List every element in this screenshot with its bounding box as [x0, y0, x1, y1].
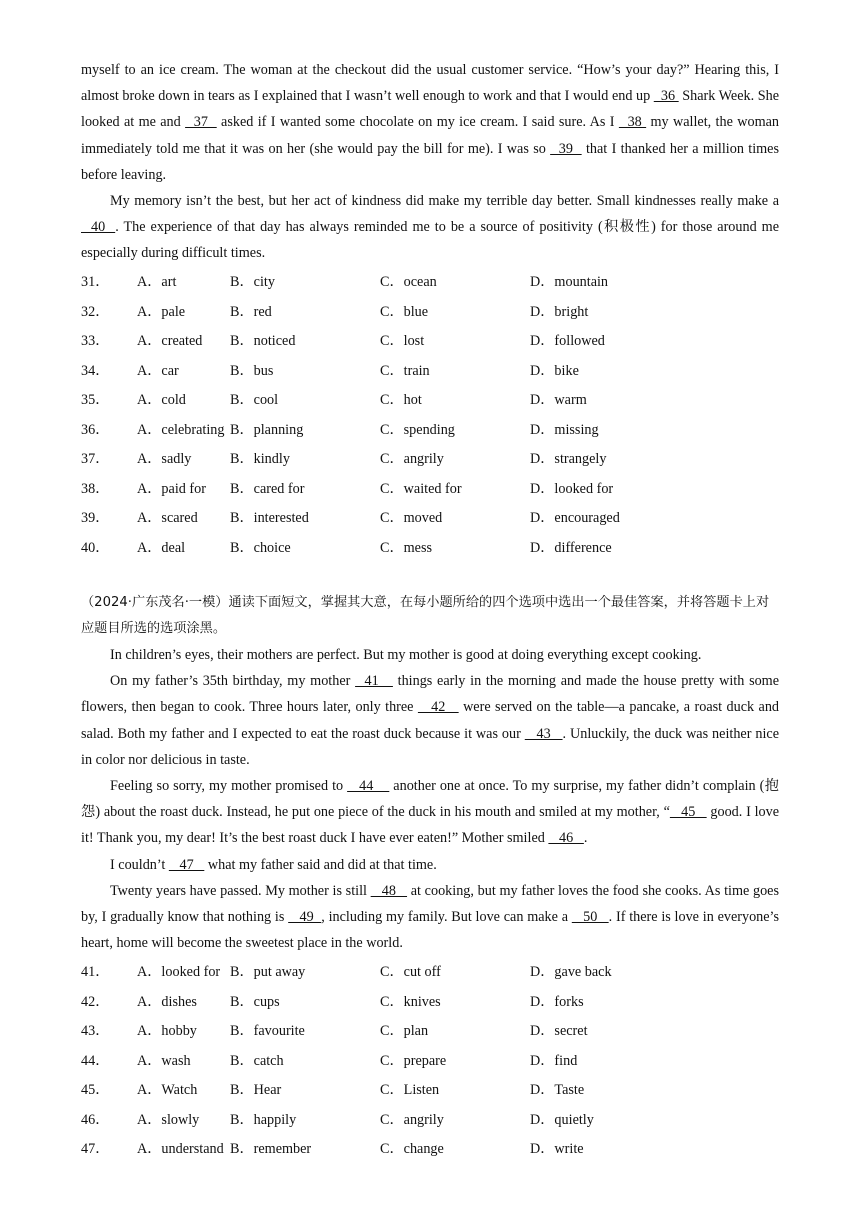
option-row: [81, 532, 779, 562]
option-a: A．car: [137, 362, 179, 379]
passage2-paragraph-1: In children’s eyes, their mothers are perfect. But my mother is good at doing everything except cooking.: [110, 647, 702, 664]
passage2-options: [81, 956, 779, 1163]
option-row: [81, 473, 779, 503]
option-d: D．forks: [530, 993, 584, 1010]
text: Feeling so sorry, my mother promised to: [110, 778, 348, 795]
option-row: [81, 296, 779, 326]
blank-49: 49: [288, 909, 322, 926]
option-row: [81, 267, 779, 297]
option-b: B．Hear: [230, 1082, 282, 1099]
passage2-paragraph-2: [81, 668, 779, 773]
document-content: [81, 57, 779, 1163]
blank-42: 42: [417, 699, 459, 716]
blank-40: 40: [81, 219, 116, 236]
question-number: 45．: [81, 1082, 110, 1099]
blank-48: 48: [370, 882, 408, 899]
option-d: D．quietly: [530, 1111, 594, 1128]
option-d: D．followed: [530, 333, 605, 350]
question-number: 40．: [81, 539, 110, 556]
text: good. I love it! Thank you, my dear! It’s the best roast duck I have ever eaten!” Mother smiled: [81, 804, 779, 847]
option-a: A．wash: [137, 1052, 191, 1069]
option-a: A．looked for: [137, 964, 221, 981]
option-b: B．city: [230, 274, 275, 291]
text: asked if I wanted some chocolate on my ice cream. I said sure. As I: [216, 114, 619, 131]
option-c: C．plan: [380, 1023, 429, 1040]
option-b: B．remember: [230, 1141, 312, 1158]
option-d: D．secret: [530, 1023, 588, 1040]
option-c: C．spending: [380, 421, 455, 438]
option-b: B．cups: [230, 993, 280, 1010]
option-b: B．cared for: [230, 480, 305, 497]
option-row: [81, 1074, 779, 1104]
option-d: D．missing: [530, 421, 599, 438]
option-c: C．moved: [380, 510, 443, 527]
option-a: A．deal: [137, 539, 186, 556]
option-c: C．knives: [380, 993, 441, 1010]
option-d: D．bright: [530, 303, 589, 320]
blank-46: 46: [548, 830, 584, 847]
option-d: D．mountain: [530, 274, 609, 291]
blank-45: 45: [669, 804, 707, 821]
option-a: A．slowly: [137, 1111, 200, 1128]
passage2-paragraph-4: [81, 852, 779, 878]
option-d: D．encouraged: [530, 510, 620, 527]
option-row: [81, 385, 779, 415]
blank-47: 47: [168, 856, 205, 873]
question-number: 32．: [81, 303, 110, 320]
option-a: A．sadly: [137, 451, 192, 468]
blank-43: 43: [524, 725, 563, 742]
question-number: 36．: [81, 421, 110, 438]
question-number: 47．: [81, 1141, 110, 1158]
question-number: 35．: [81, 392, 110, 409]
option-b: B．choice: [230, 539, 291, 556]
option-d: D．bike: [530, 362, 579, 379]
option-row: [81, 1015, 779, 1045]
option-b: B．kindly: [230, 451, 290, 468]
text: . If there is love in everyone’s heart, home will become the sweetest place in the world.: [81, 909, 780, 952]
option-b: B．bus: [230, 362, 274, 379]
blank-39: 39: [550, 140, 582, 157]
option-b: B．red: [230, 303, 272, 320]
text: my wallet, the woman immediately told me that it was on her (she would pay the bill for me). I was so: [81, 114, 780, 157]
text: , including my family. But love can make a: [321, 909, 572, 926]
option-d: D．difference: [530, 539, 612, 556]
option-a: A．art: [137, 274, 177, 291]
passage2-paragraph-3: [81, 773, 779, 852]
question-number: 42．: [81, 993, 110, 1010]
text: I couldn’t: [110, 856, 169, 873]
option-d: D．strangely: [530, 451, 607, 468]
option-row: [81, 1133, 779, 1163]
option-row: [81, 1045, 779, 1075]
question-number: 43．: [81, 1023, 110, 1040]
option-b: B．favourite: [230, 1023, 305, 1040]
text: Shark Week. She looked at me and: [81, 88, 780, 131]
blank-50: 50: [571, 909, 609, 926]
text: . The experience of that day has always reminded me to be a source of positivity (积极性) for those around me especially during difficult times.: [81, 219, 780, 262]
option-c: C．ocean: [380, 274, 437, 291]
text: . Unluckily, the duck was neither nice in color nor delicious in taste.: [81, 725, 780, 768]
option-row: [81, 355, 779, 385]
question-number: 38．: [81, 480, 110, 497]
text: that I thanked her a million times before leaving.: [81, 140, 779, 183]
passage2-paragraph-5: [81, 878, 779, 957]
option-b: B．catch: [230, 1052, 284, 1069]
blank-36: 36: [653, 88, 679, 105]
passage1-options: [81, 267, 779, 562]
option-c: C．hot: [380, 392, 422, 409]
option-a: A．created: [137, 333, 203, 350]
option-a: A．celebrating: [137, 421, 225, 438]
option-b: B．planning: [230, 421, 304, 438]
option-d: D．warm: [530, 392, 587, 409]
passage1-paragraph-1: [81, 57, 779, 188]
option-row: [81, 444, 779, 474]
option-a: A．understand: [137, 1141, 224, 1158]
question-number: 39．: [81, 510, 110, 527]
option-d: D．gave back: [530, 964, 612, 981]
text: myself to an ice cream. The woman at the checkout did the usual customer service. “How’s your day?” Hearing this, I almost broke down in tears as I explained that I wasn’t well enough to work and that I would end up: [81, 62, 779, 105]
question-number: 46．: [81, 1111, 110, 1128]
option-row: [81, 956, 779, 986]
option-d: D．find: [530, 1052, 578, 1069]
blank-44: 44: [347, 778, 390, 795]
option-c: C．lost: [380, 333, 425, 350]
question-number: 41．: [81, 964, 110, 981]
blank-38: 38: [618, 114, 647, 131]
option-c: C．change: [380, 1141, 444, 1158]
option-c: C．prepare: [380, 1052, 447, 1069]
text: at cooking, but my father loves the food she cooks. As time goes by, I gradually know that nothing is: [81, 882, 779, 926]
option-b: B．happily: [230, 1111, 297, 1128]
question-number: 34．: [81, 362, 110, 379]
option-a: A．scared: [137, 510, 198, 527]
option-d: D．looked for: [530, 480, 614, 497]
question-number: 33．: [81, 333, 110, 350]
option-a: A．paid for: [137, 480, 206, 497]
option-b: B．noticed: [230, 333, 296, 350]
passage2-instructions: （2024·广东茂名·一模）通读下面短文，掌握其大意，在每小题所给的四个选项中选出一个最佳答案，并将答题卡上对应题目所选的选项涂黑。: [81, 594, 770, 636]
option-a: A．Watch: [137, 1082, 198, 1099]
option-c: C．cut off: [380, 964, 441, 981]
option-c: C．mess: [380, 539, 433, 556]
text: things early in the morning and made the house pretty with some flowers, then began to cook. Three hours later, only three: [81, 673, 780, 716]
option-c: C．blue: [380, 303, 429, 320]
text: .: [583, 830, 588, 847]
option-b: B．put away: [230, 964, 306, 981]
option-c: C．angrily: [380, 1111, 444, 1128]
blank-41: 41: [355, 673, 393, 690]
option-row: [81, 1104, 779, 1134]
option-a: A．hobby: [137, 1023, 197, 1040]
text: My memory isn’t the best, but her act of kindness did make my terrible day better. Small kindnesses really make a: [110, 193, 779, 210]
text: another one at once. To my surprise, my father didn’t complain (抱怨) about the roast duck. Instead, he put one piece of the duck in his mouth and smiled at my mother, “: [81, 778, 779, 821]
text: what my father said and did at that time.: [204, 856, 437, 873]
option-b: B．interested: [230, 510, 309, 527]
option-row: [81, 986, 779, 1016]
question-number: 31．: [81, 274, 110, 291]
passage1-paragraph-2: [81, 188, 779, 267]
text: Twenty years have passed. My mother is still: [110, 882, 371, 899]
option-c: C．Listen: [380, 1082, 440, 1099]
option-c: C．angrily: [380, 451, 444, 468]
option-a: A．pale: [137, 303, 186, 320]
option-b: B．cool: [230, 392, 279, 409]
blank-37: 37: [185, 114, 217, 131]
option-row: [81, 503, 779, 533]
option-row: [81, 326, 779, 356]
option-a: A．cold: [137, 392, 186, 409]
option-c: C．waited for: [380, 480, 462, 497]
question-number: 37．: [81, 451, 110, 468]
text: were served on the table—a pancake, a roast duck and salad. Both my father and I expected to eat the roast duck because it was our: [81, 699, 780, 742]
text: On my father’s 35th birthday, my mother: [110, 673, 356, 690]
option-d: D．write: [530, 1141, 584, 1158]
option-d: D．Taste: [530, 1082, 585, 1099]
option-c: C．train: [380, 362, 430, 379]
question-number: 44．: [81, 1052, 110, 1069]
option-row: [81, 414, 779, 444]
option-a: A．dishes: [137, 993, 197, 1010]
